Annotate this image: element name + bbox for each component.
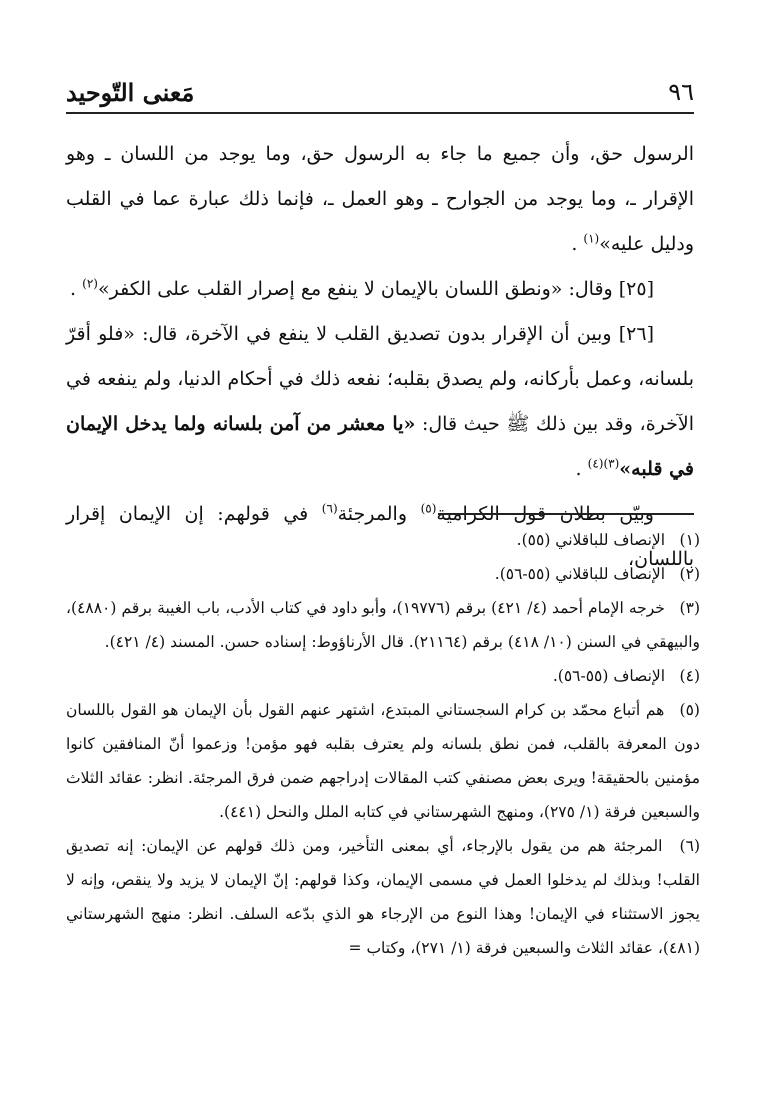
running-title: مَعنى التّوحيد [66,78,195,107]
footnote-5 [66,693,700,829]
footnote-number: (٦) [679,837,700,855]
footnote-4 [66,659,700,693]
footnote-ref-6: (٦) [321,501,338,516]
page-header [66,72,694,114]
footnote-number: (٢) [679,565,700,583]
paragraph-1-text: الرسول حق، وأن جميع ما جاء به الرسول حق، وما يوجد من اللسان ـ وهو الإقرار ـ، وما يوجد من الجوارح ـ وهو العمل ـ، فإنما ذلك عبارة عما في القلب ودليل عليه» [66,143,694,255]
footnote-ref-1: (١) [583,231,600,246]
footnote-separator [438,513,694,515]
paragraph-25 [66,267,694,312]
footnote-text: الإنصاف (٥٥-٥٦). [552,667,666,685]
paragraph-25-text: [٢٥] وقال: «ونطق اللسان بالإيمان لا ينفع مع إصرار القلب على الكفر» [97,278,654,300]
footnote-text: هم أتباع محمّد بن كرام السجستاني المبتدع، اشتهر عنهم القول بأن الإيمان هو القول باللسان دون المعرفة بالقلب، فمن نطق بلسانه ولم يعترف بقلبه فهو مؤمن! وزعموا أنّ المنافقين كانوا مؤمنين بالحقيقة! ويرى بعض مصنفي كتب المقالات إدراجهم ضمن فرق المرجئة. انظر: عقائد الثلاث والسبعين فرقة (١/ ٢٧٥)، ومنهج الشهرستاني في كتابه الملل والنحل (٤٤١). [66,701,700,821]
footnote-number: (٤) [679,667,700,685]
footnote-ref-3-4: (٣)(٤) [587,456,620,471]
paragraph-26 [66,312,694,492]
hadith-quote: «يا معشر من آمن بلسانه ولما يدخل الإيمان في قلبه» [66,413,694,480]
footnote-text: المرجئة هم من يقول بالإرجاء، أي بمعنى التأخير، ومن ذلك قولهم عن الإيمان: إنه تصديق القلب! وبذلك لم يدخلوا العمل في مسمى الإيمان، وكذا قولهم: إنّ الإيمان لا يزيد ولا ينقص، وإنه لا يجوز الاستثناء في الإيمان! وهذا النوع من الإرجاء هو الذي بدّعه السلف. انظر: منهج الشهرستاني (٤٨١)، عقائد الثلاث والسبعين فرقة (١/ ٢٧١)، وكتاب = [66,837,700,957]
footnote-ref-2: (٢) [82,276,98,291]
footnote-number: (١) [679,531,700,549]
footnotes [66,523,700,965]
footnote-6 [66,829,700,965]
paragraph-26-end: . [575,458,582,480]
footnote-text: الإنصاف للباقلاني (٥٥). [516,531,666,549]
footnote-2 [66,557,700,591]
footnote-text: خرجه الإمام أحمد (٤/ ٤٢١) برقم (١٩٧٧٦)، وأبو داود في كتاب الأدب، باب الغيبة برقم (٤٨٨٠)، والبيهقي في السنن (١٠/ ٤١٨) برقم (٢١١٦٤). قال الأرناؤوط: إسناده حسن. المسند (٤/ ٤٢١). [66,599,700,651]
paragraph-karamiya-pre: وبيّن بطلان قول الكرامية [436,503,654,525]
paragraph-karamiya-post: في قولهم: إن الإيمان إقرار باللسان، [66,503,694,570]
footnote-1 [66,523,700,557]
paragraph-25-end: . [70,278,77,300]
paragraph-karamiya-mid: والمرجئة [337,503,408,525]
footnote-3 [66,591,700,659]
page-number: ٩٦ [668,78,694,106]
paragraph-1-end: . [571,233,578,255]
footnote-number: (٣) [679,599,700,617]
footnote-text: الإنصاف للباقلاني (٥٥-٥٦). [494,565,666,583]
footnote-ref-5: (٥) [420,501,437,516]
footnote-number: (٥) [679,701,700,719]
paragraph-26-text: [٢٦] وبين أن الإقرار بدون تصديق القلب لا ينفع في الآخرة، قال: «فلو أقرّ بلسانه، وعمل بأركانه، ولم يصدق بقلبه؛ نفعه ذلك في أحكام الدنيا، ولم ينفعه في الآخرة، وقد بين ذلك ﷺ حيث قال: [66,323,694,435]
paragraph-1 [66,132,694,267]
